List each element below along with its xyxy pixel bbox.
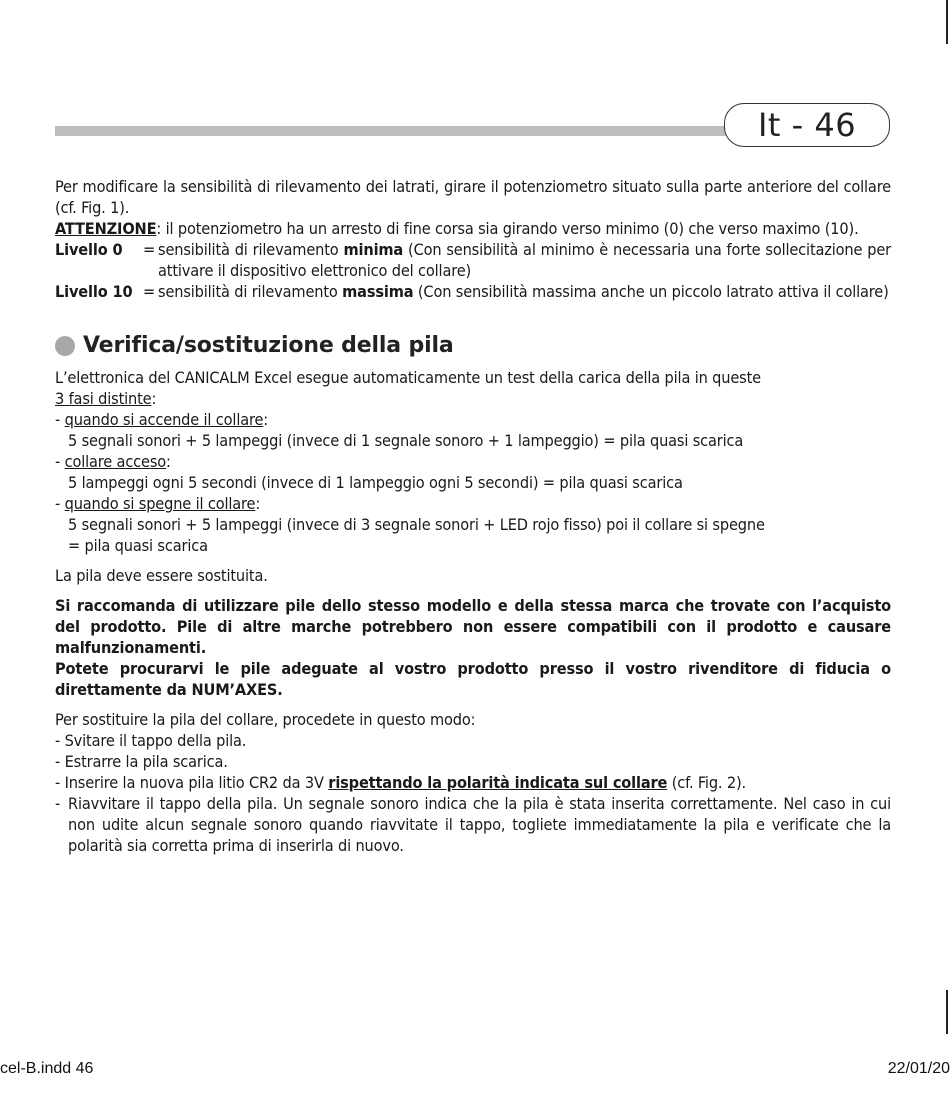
- level-text-pre: sensibilità di rilevamento: [158, 282, 343, 301]
- attention-label: ATTENZIONE: [55, 219, 157, 238]
- level-description: [158, 239, 891, 281]
- phase-item-title: [55, 451, 891, 472]
- phase-item-title: [55, 493, 891, 514]
- phase-dash: -: [55, 410, 65, 429]
- step-item: [55, 772, 891, 793]
- phase-item-detail: 5 segnali sonori + 5 lampeggi (invece di 1 segnale sonoro + 1 lampeggio) = pila quasi scarica: [68, 431, 744, 450]
- phase-label: collare acceso: [64, 452, 167, 471]
- phases-colon: :: [151, 389, 157, 408]
- sensitivity-paragraph: Per modificare la sensibilità di rilevamento dei latrati, girare il potenziometro situato sulla parte anteriore del collare (cf. Fig. 1).: [55, 177, 891, 217]
- level-equals: =: [143, 240, 156, 259]
- level-text-post: (Con sensibilità massima anche un piccolo latrato attiva il collare): [413, 282, 889, 301]
- level-text-pre: sensibilità di rilevamento: [158, 240, 344, 259]
- step-text: - Inserire la nuova pila litio CR2 da 3V: [55, 773, 329, 792]
- spacer: [55, 586, 891, 595]
- phase-colon: :: [166, 452, 171, 471]
- replace-note: La pila deve essere sostituita.: [55, 566, 268, 585]
- phase-dash: -: [55, 452, 65, 471]
- attention-text: : il potenziometro ha un arresto di fine corsa sia girando verso minimo (0) che verso maximo (10).: [156, 219, 859, 238]
- level-row-10: [55, 281, 891, 302]
- level-equals: =: [143, 282, 156, 301]
- page-number-badge: It - 46: [724, 103, 890, 147]
- header-bar: [55, 126, 740, 136]
- level-label: Livello 10: [55, 282, 133, 301]
- step-text: Riavvitare il tappo della pila. Un segnale sonoro indica che la pila è stata inserita correttamente. Nel caso in cui non udite alcun segnale sonoro quando riavvitate il tappo, togliete immediatamente la pila e verificate che la polarità sia corretta prima di inserirla di nuovo.: [68, 794, 891, 855]
- phase-item-title: [55, 409, 891, 430]
- level-row-0: [55, 239, 891, 281]
- phase-colon: :: [255, 494, 261, 513]
- phase-colon: :: [263, 410, 269, 429]
- step-text: (cf. Fig. 2).: [667, 773, 746, 792]
- step-dash: -: [55, 794, 61, 813]
- footer-file-info: cel-B.indd 46: [0, 1060, 94, 1077]
- phase-item-detail: 5 segnali sonori + 5 lampeggi (invece di 3 segnale sonori + LED rojo fisso) poi il collare si spegne: [68, 515, 765, 534]
- level-text-bold: massima: [342, 282, 414, 301]
- page-content: [55, 176, 891, 856]
- step-item: - Svitare il tappo della pila.: [55, 731, 247, 750]
- level-text-post: (Con sensibilità al minimo è necessaria una forte sollecitazione per attivare il dispositivo elettronico del collare): [158, 240, 891, 280]
- level-text-bold: minima: [343, 240, 404, 259]
- section-heading-text: Verifica/sostituzione della pila: [83, 333, 454, 358]
- phase-dash: -: [55, 494, 65, 513]
- section-heading: [55, 332, 891, 360]
- crop-mark-top: [946, 0, 948, 44]
- spacer: [55, 700, 891, 709]
- step-emphasis: rispettando la polarità indicata sul collare: [328, 773, 668, 792]
- bullet-dot-icon: [55, 336, 75, 356]
- phase-label: quando si accende il collare: [64, 410, 264, 429]
- step-item: - Estrarre la pila scarica.: [55, 752, 228, 771]
- phases-intro: [55, 388, 891, 409]
- phase-label: quando si spegne il collare: [64, 494, 256, 513]
- battery-intro: L’elettronica del CANICALM Excel esegue automaticamente un test della carica della pila in queste: [55, 368, 761, 387]
- phase-item-detail: 5 lampeggi ogni 5 secondi (invece di 1 lampeggio ogni 5 secondi) = pila quasi scarica: [68, 473, 683, 492]
- spacer: [55, 556, 891, 565]
- steps-intro: Per sostituire la pila del collare, procedete in questo modo:: [55, 710, 476, 729]
- attention-paragraph: [55, 218, 891, 239]
- crop-mark-bottom: [946, 990, 948, 1034]
- warning-paragraph: Potete procurarvi le pile adeguate al vostro prodotto presso il vostro rivenditore di fiducia o direttamente da NUM’AXES.: [55, 659, 891, 699]
- warning-paragraph: Si raccomanda di utilizzare pile dello stesso modello e della stessa marca che trovate con l’acquisto del prodotto. Pile di altre marche potrebbero non essere compatibili con il prodotto e causare malfunzionamenti.: [55, 596, 891, 657]
- footer-date: 22/01/20: [887, 1060, 950, 1077]
- phase-item-detail: = pila quasi scarica: [68, 536, 208, 555]
- level-label: Livello 0: [55, 240, 123, 259]
- step-item: [55, 793, 891, 856]
- level-description: [158, 281, 891, 302]
- phases-label: 3 fasi distinte: [55, 389, 152, 408]
